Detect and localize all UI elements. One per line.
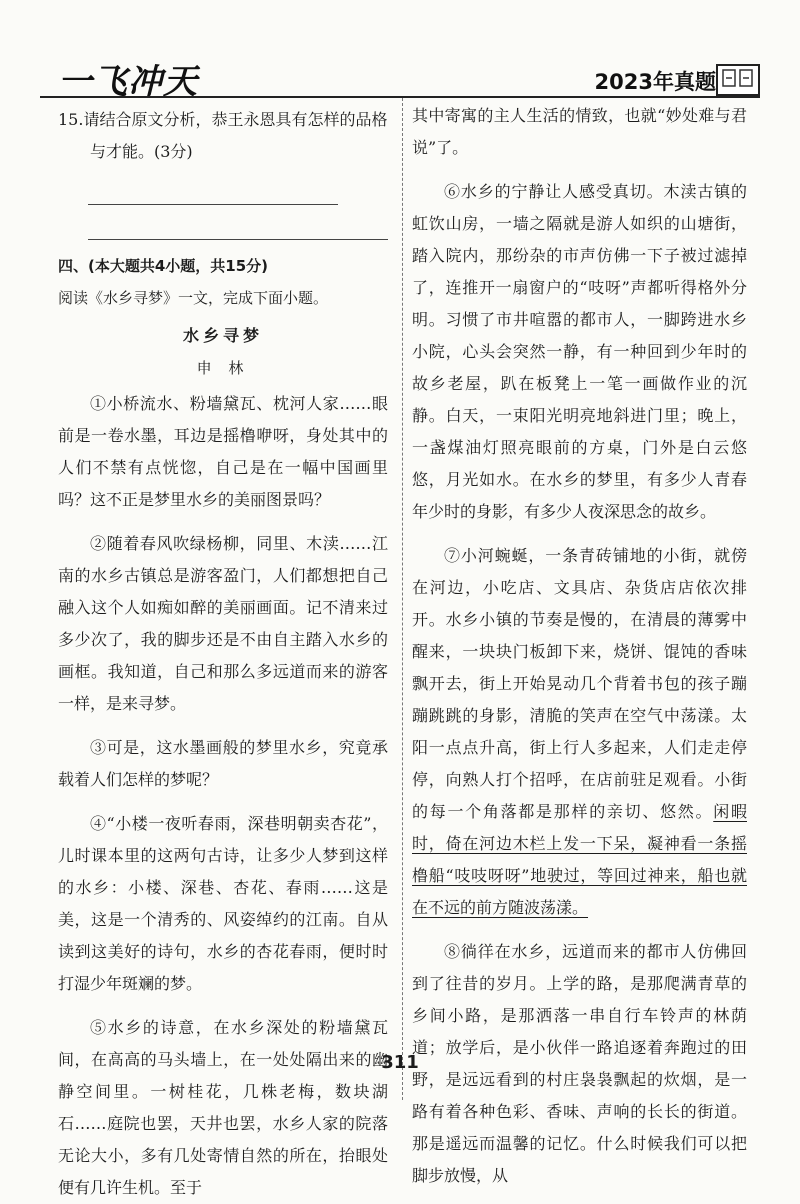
paragraph-2: ②随着春风吹绿杨柳，同里、木渎……江南的水乡古镇总是游客盈门，人们都想把自己融入这个人如痴如醉的美丽画面。记不清来过多少次了，我的脚步还是不由自主踏入水乡的画框。我知道，自己和那么多远道而来的游客一样，是来寻梦。 — [58, 534, 388, 713]
article-title: 水乡寻梦 — [182, 326, 263, 345]
section-title: 四、(本大题共4小题，共15分) — [58, 257, 269, 275]
paragraph-1: ①小桥流水、粉墙黛瓦、枕河人家……眼前是一卷水墨，耳边是摇橹咿呀，身处其中的人们不禁有点恍惚，自己是在一幅中国画里吗？这不正是梦里水乡的美丽图景吗？ — [58, 394, 388, 509]
answer-line-2[interactable] — [88, 239, 388, 240]
logo-stamp — [716, 64, 760, 96]
year-label: 2023年真题 — [594, 70, 716, 94]
paragraph-5-continued: 其中寄寓的主人生活的情致，也就“妙处难与君说”了。 — [412, 106, 747, 157]
question-15-line-1: 15.请结合原文分析，恭王永恩具有怎样的品格 — [58, 110, 388, 129]
left-column — [58, 100, 388, 1204]
logo-icon — [720, 66, 756, 90]
paragraph-4: ④“小楼一夜听春雨，深巷明朝卖杏花”，儿时课本里的这两句古诗，让多少人梦到这样的水乡：小楼、深巷、杏花、春雨……这是美，这是一个清秀的、风姿绰约的江南。自从读到这美好的诗句，水乡的杏花春雨，便时时打湿少年斑斓的梦。 — [58, 814, 388, 993]
paragraph-7-text: ⑦小河蜿蜒，一条青砖铺地的小街，就傍在河边，小吃店、文具店、杂货店店依次排开。水乡小镇的节奏是慢的，在清晨的薄雾中醒来，一块块门板卸下来，烧饼、馄饨的香味飘开去，街上开始晃动几个背着书包的孩子蹦蹦跳跳的身影，清脆的笑声在空气中荡漾。太阳一点点升高，街上行人多起来，人们走走停停，向熟人打个招呼，在店前驻足观看。小街的每一个角落都是那样的亲切、悠然。 — [412, 546, 747, 821]
brand-title: 一飞冲天 — [58, 62, 198, 102]
page-number: 311 — [381, 1052, 419, 1073]
column-divider — [402, 98, 403, 1100]
reading-instruction: 阅读《水乡寻梦》一文，完成下面小题。 — [58, 289, 329, 307]
paragraph-3: ③可是，这水墨画般的梦里水乡，究竟承载着人们怎样的梦呢？ — [58, 738, 388, 789]
right-column — [412, 100, 747, 1192]
paragraph-6: ⑥水乡的宁静让人感受真切。木渎古镇的虹饮山房，一墙之隔就是游人如织的山塘街，踏入院内，那纷杂的市声仿佛一下子被过滤掉了，连推开一扇窗户的“吱呀”声都听得格外分明。习惯了市井喧嚣的都市人，一脚跨进水乡小院，心头会突然一静，有一种回到少年时的故乡老屋，趴在板凳上一笔一画做作业的沉静。白天，一束阳光明亮地斜进门里；晚上，一盏煤油灯照亮眼前的方桌，门外是白云悠悠，月光如水。在水乡的梦里，有多少人青春年少时的身影，有多少人夜深思念的故乡。 — [412, 182, 747, 521]
header-rule — [40, 96, 760, 98]
paragraph-7-underlined: 闲暇时，倚在河边木栏上发一下呆，凝神看一条摇橹船“吱吱呀呀”地驶过，等回过神来，船也就在不远的前方随波荡漾。 — [412, 802, 747, 917]
page-header — [40, 52, 760, 102]
question-15-line-2: 与才能。(3分) — [90, 142, 193, 161]
paragraph-5: ⑤水乡的诗意，在水乡深处的粉墙黛瓦间，在高高的马头墙上，在一处处隔出来的幽静空间里。一树桂花，几株老梅，数块湖石……庭院也罢，天井也罢，水乡人家的院落无论大小，多有几处寄情自然的所在，抬眼处便有几许生机。至于 — [58, 1018, 388, 1197]
article-author: 申 林 — [196, 359, 250, 377]
paragraph-7 — [412, 540, 747, 924]
paragraph-8: ⑧徜徉在水乡，远道而来的都市人仿佛回到了往昔的岁月。上学的路，是那爬满青草的乡间小路，是那洒落一串自行车铃声的林荫道；放学后，是小伙伴一路追逐着奔跑过的田野，是远远看到的村庄袅袅飘起的炊烟，是一路有着各种色彩、香味、声响的长长的街道。那是遥远而温馨的记忆。什么时候我们可以把脚步放慢，从 — [412, 942, 747, 1185]
